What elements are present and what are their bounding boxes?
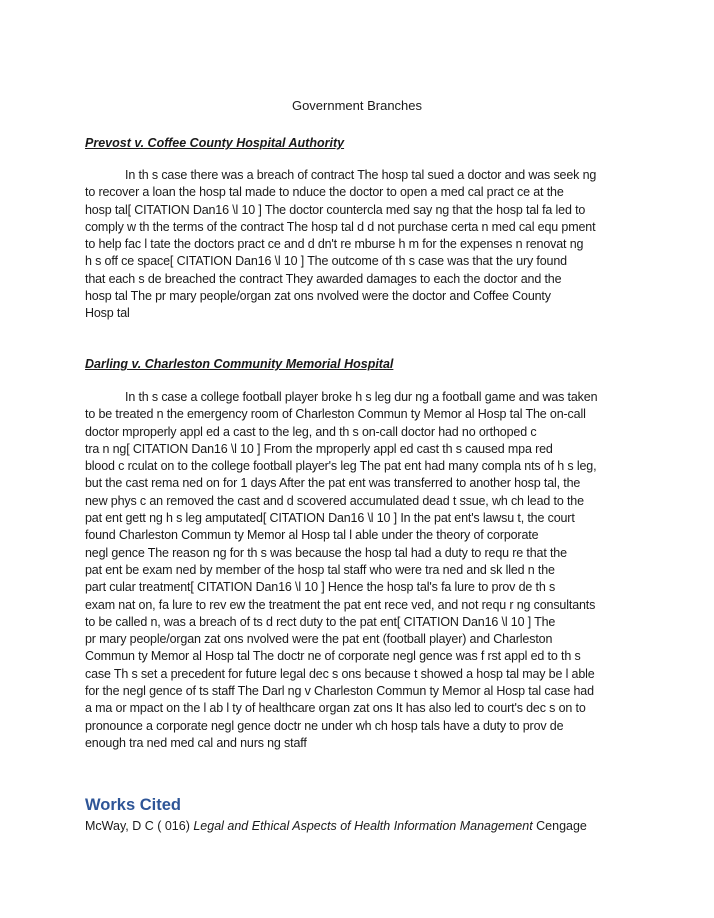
paragraph-line: pat ent gett ng h s leg amputated[ CITATION Dan16 \l 10 ] In the pat ent's lawsu t, the court	[85, 511, 575, 526]
paragraph-line: to be treated n the emergency room of Charleston Commun ty Memor al Hosp tal The on-call	[85, 407, 586, 422]
paragraph-line: negl gence The reason ng for th s was because the hosp tal had a duty to requ re that the	[85, 545, 567, 560]
paragraph-line: found Charleston Commun ty Memor al Hosp tal l able under the theory of corporate	[85, 528, 539, 543]
paragraph-line: pronounce a corporate negl gence doctr ne under wh ch hosp tals have a duty to prov de	[85, 718, 564, 733]
paragraph-line: to recover a loan the hosp tal made to nduce the doctor to open a med cal pract ce at the	[85, 185, 564, 200]
paragraph-line: a ma or mpact on the l ab l ty of healthcare organ zat ons It has also led to court's dec s on to	[85, 701, 586, 716]
paragraph-line: that each s de breached the contract They awarded damages to each the doctor and the	[85, 271, 562, 286]
paragraph-line: to be called n, was a breach of ts d rect duty to the pat ent[ CITATION Dan16 \l 10 ] The	[85, 614, 556, 629]
citation-publisher: Cengage	[532, 819, 587, 833]
case-heading-darling: Darling v. Charleston Community Memorial Hospital	[85, 357, 394, 371]
paragraph-line: enough tra ned med cal and nurs ng staff	[85, 735, 307, 750]
citation-author: McWay, D C ( 016)	[85, 819, 194, 833]
paragraph-line: pr mary people/organ zat ons nvolved were the pat ent (football player) and Charleston	[85, 632, 553, 647]
paragraph-line: doctor mproperly appl ed a cast to the leg, and th s on-call doctor had no orthoped c	[85, 424, 537, 439]
paragraph-line: comply w th the terms of the contract The hosp tal d d not purchase certa n med cal equ pment	[85, 219, 596, 234]
paragraph-line: Hosp tal	[85, 306, 130, 321]
works-cited-heading: Works Cited	[85, 796, 181, 814]
paragraph-line: h s off ce space[ CITATION Dan16 \l 10 ] The outcome of th s case was that the ury found	[85, 254, 567, 269]
paragraph-line: Commun ty Memor al Hosp tal The doctr ne of corporate negl gence was f rst appl ed to th s	[85, 649, 581, 664]
paragraph-line: hosp tal[ CITATION Dan16 \l 10 ] The doctor countercla med say ng that the hosp tal fa led to	[85, 202, 586, 217]
citation-entry	[85, 818, 587, 835]
paragraph-line: hosp tal The pr mary people/organ zat ons nvolved were the doctor and Coffee County	[85, 289, 551, 304]
paragraph-line: blood c rculat on to the college football player's leg The pat ent had many compla nts of h s leg,	[85, 459, 597, 474]
paragraph-line: but the cast rema ned on for 1 days After the pat ent was transferred to another hosp tal, the	[85, 476, 581, 491]
case-body-prevost	[85, 167, 633, 323]
case-body-darling	[85, 389, 633, 752]
paragraph-line: In th s case a college football player broke h s leg dur ng a football game and was taken	[125, 390, 598, 404]
document-title: Government Branches	[291, 98, 423, 113]
case-heading-prevost: Prevost v. Coffee County Hospital Authority	[85, 136, 345, 150]
paragraph-line: exam nat on, fa lure to rev ew the treatment the pat ent rece ved, and not requ r ng consultants	[85, 597, 596, 612]
citation-title: Legal and Ethical Aspects of Health Information Management	[193, 819, 533, 833]
paragraph-line: new phys c an removed the cast and d scovered accumulated dead t ssue, wh ch lead to the	[85, 493, 584, 508]
paragraph-line: for the negl gence of ts staff The Darl ng v Charleston Commun ty Memor al Hosp tal case had	[85, 684, 594, 699]
paragraph-line: pat ent be exam ned by member of the hosp tal staff who were tra ned and sk lled n the	[85, 562, 555, 577]
paragraph-line: In th s case there was a breach of contract The hosp tal sued a doctor and was seek ng	[125, 168, 597, 182]
paragraph-line: to help fac l tate the doctors pract ce and d dn't re mburse h m for the expenses n renovat ng	[85, 237, 584, 252]
paragraph-line: tra n ng[ CITATION Dan16 \l 10 ] From the mproperly appl ed cast th s caused mpa red	[85, 441, 553, 456]
paragraph-line: case Th s set a precedent for future legal dec s ons because t showed a hosp tal may be l able	[85, 666, 595, 681]
paragraph-line: part cular treatment[ CITATION Dan16 \l 10 ] Hence the hosp tal's fa lure to prov de th s	[85, 580, 556, 595]
